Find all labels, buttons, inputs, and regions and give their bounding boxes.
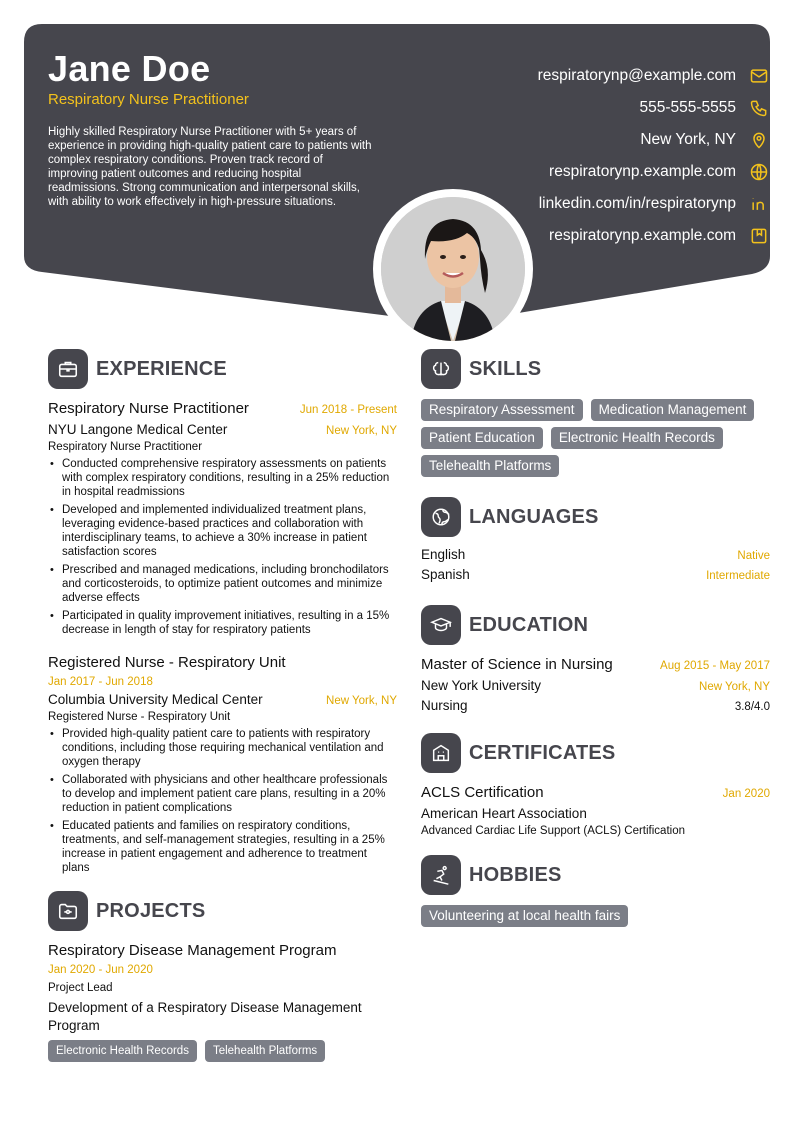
hobby-tag: Volunteering at local health fairs [421,905,628,927]
graduation-cap-icon [421,605,461,645]
project-tag: Electronic Health Records [48,1040,197,1062]
location-icon [748,129,770,151]
language-level: Native [737,550,770,562]
bullet-item: • Prescribed and managed medications, including bronchodilators and corticosteroids, to optimize patient outcomes and minimize adverse effects [48,563,397,605]
bullet-item: • Participated in quality improvement initiatives, resulting in a 15% decrease in length of stay for respiratory patients [48,609,397,637]
building-icon [421,733,461,773]
candidate-name: Jane Doe [48,48,211,89]
experience-org: NYU Langone Medical Center [48,422,228,437]
experience-subtitle: Registered Nurse - Respiratory Unit [48,711,231,723]
language-row [421,567,770,587]
experience-bullets [48,727,397,875]
contact-email[interactable] [538,62,770,90]
contact-location-text: New York, NY [640,131,736,148]
experience-heading [48,349,397,389]
bookmark-icon [748,225,770,247]
education-entry [421,655,770,715]
skill-tag: Telehealth Platforms [421,455,559,477]
project-entry [48,941,397,1062]
hobbies-list [421,905,770,927]
education-date: Aug 2015 - May 2017 [660,660,770,672]
phone-icon [748,97,770,119]
education-title: EDUCATION [469,613,589,636]
left-column [48,349,397,1074]
contact-phone-text[interactable]: 555-555-5555 [639,99,736,116]
experience-location: New York, NY [326,425,397,437]
language-name: Spanish [421,567,470,582]
contact-website[interactable] [549,158,770,186]
linkedin-icon [748,193,770,215]
globe-icon [748,161,770,183]
experience-location: New York, NY [326,695,397,707]
certificate-issuer: American Heart Association [421,806,587,821]
skill-tag: Respiratory Assessment [421,399,583,421]
email-icon [748,65,770,87]
education-school: New York University [421,678,542,693]
brain-icon [421,349,461,389]
folder-icon [48,891,88,931]
certificates-title: CERTIFICATES [469,741,616,764]
experience-date: Jun 2018 - Present [299,404,397,416]
experience-entry [48,399,397,637]
project-tags [48,1040,397,1062]
languages-title: LANGUAGES [469,505,599,528]
language-row [421,547,770,567]
contact-email-text[interactable]: respiratorynp@example.com [537,67,736,84]
contact-linkedin[interactable] [539,190,770,218]
project-tag: Telehealth Platforms [205,1040,325,1062]
experience-bullets [48,457,397,637]
education-field: Nursing [421,698,468,713]
skiing-icon [421,855,461,895]
projects-heading [48,891,397,931]
skill-tag: Medication Management [591,399,755,421]
contact-portfolio-text[interactable]: respiratorynp.example.com [549,227,736,244]
education-location: New York, NY [699,681,770,693]
hobbies-heading [421,855,770,895]
experience-date: Jan 2017 - Jun 2018 [48,676,153,688]
certificate-name: ACLS Certification [421,784,544,801]
languages-heading [421,497,770,537]
certificate-description: Advanced Cardiac Life Support (ACLS) Certification [421,825,685,837]
bullet-item: • Educated patients and families on respiratory conditions, treatments, and self-management strategies, resulting in a 25% increase in patient engagement and adherence to treatment plans [48,819,397,875]
bullet-item: • Conducted comprehensive respiratory assessments on patients with complex respiratory conditions, resulting in a 25% reduction in hospital readmissions [48,457,397,499]
contact-location [640,126,770,154]
language-level: Intermediate [706,570,770,582]
project-role: Project Lead [48,982,113,994]
contact-website-text[interactable]: respiratorynp.example.com [549,163,736,180]
experience-subtitle: Respiratory Nurse Practitioner [48,441,203,453]
candidate-title: Respiratory Nurse Practitioner [48,91,249,108]
project-description: Development of a Respiratory Disease Management Program [48,1000,362,1033]
profile-summary: Highly skilled Respiratory Nurse Practitioner with 5+ years of experience in providing high-quality patient care to patients with complex respiratory conditions. Proven track record of improving patient outcomes and reducing hospital readmissions. Strong communication and interpersonal skills, with ability to work effectively in high-pressure situations. [48,126,372,208]
education-degree: Master of Science in Nursing [421,656,613,673]
contact-phone[interactable] [639,94,770,122]
experience-entry [48,653,397,875]
experience-role: Registered Nurse - Respiratory Unit [48,654,286,671]
bullet-item: • Collaborated with physicians and other healthcare professionals to develop and implement patient care plans, resulting in a 20% reduction in patient complications [48,773,397,815]
certificate-date: Jan 2020 [722,788,770,800]
contact-linkedin-text[interactable]: linkedin.com/in/respiratorynp [538,195,736,212]
languages-list [421,547,770,587]
education-gpa: 3.8/4.0 [734,701,770,713]
skills-title: SKILLS [469,357,542,380]
skill-tag: Electronic Health Records [551,427,723,449]
hobbies-title: HOBBIES [469,863,562,886]
certificates-heading [421,733,770,773]
bullet-item: • Developed and implemented individualized treatment plans, leveraging evidence-based practices and collaboration with interdisciplinary teams, to achieve a 30% increase in patient satisfaction scores [48,503,397,559]
project-name: Respiratory Disease Management Program [48,942,337,959]
project-date: Jan 2020 - Jun 2020 [48,964,153,976]
skills-list [421,399,770,477]
experience-title: EXPERIENCE [96,357,227,380]
experience-role: Respiratory Nurse Practitioner [48,400,249,417]
avatar [381,197,525,341]
language-icon [421,497,461,537]
projects-title: PROJECTS [96,899,206,922]
right-column [421,349,770,927]
skills-heading [421,349,770,389]
briefcase-icon [48,349,88,389]
certificate-entry [421,783,770,839]
bullet-item: • Provided high-quality patient care to patients with respiratory conditions, including those requiring mechanical ventilation and oxygen therapy [48,727,397,769]
contact-portfolio[interactable] [549,222,770,250]
skill-tag: Patient Education [421,427,543,449]
language-name: English [421,547,466,562]
education-heading [421,605,770,645]
experience-org: Columbia University Medical Center [48,692,263,707]
